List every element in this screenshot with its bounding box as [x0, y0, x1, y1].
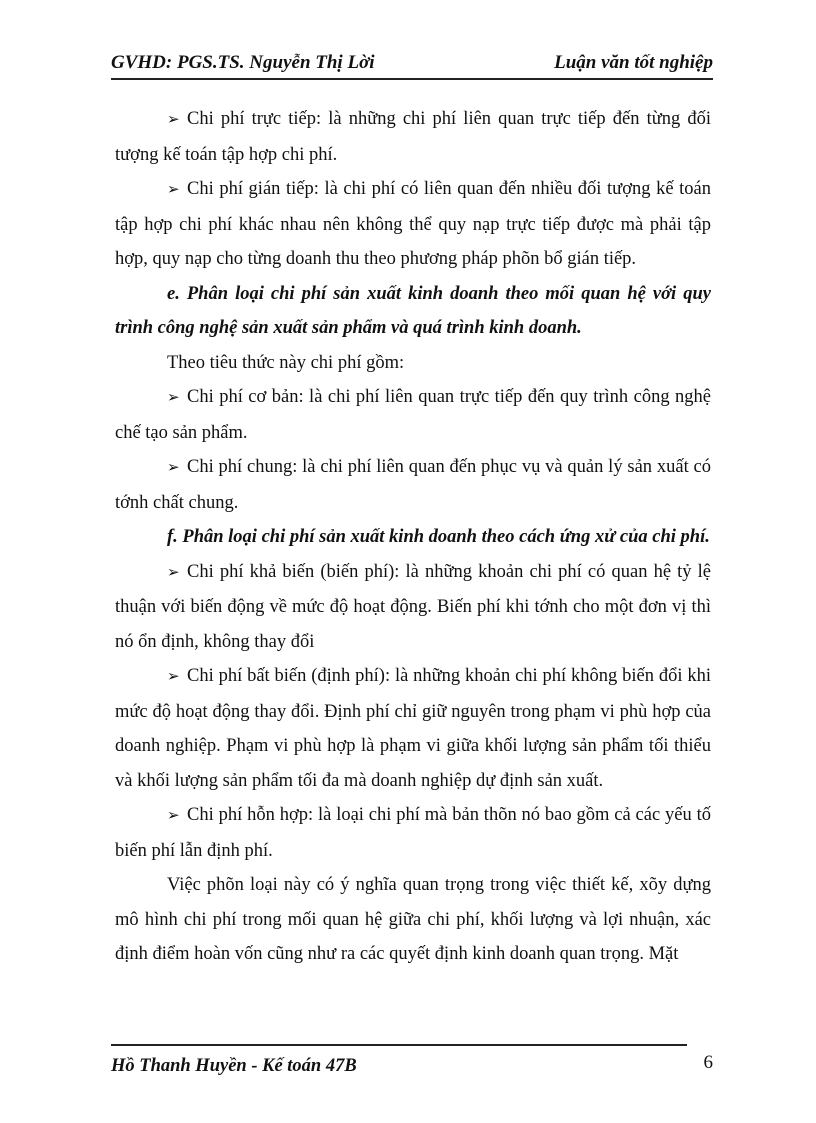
document-body	[115, 102, 711, 972]
bullet-paragraph	[115, 555, 711, 660]
paragraph-text: Chi phí gián tiếp: là chi phí có liên quan đến nhiều đối tượng kế toán tập hợp chi phí khác nhau nên không thể quy nạp trực tiếp được mà phải tập hợp, quy nạp cho từng doanh thu theo phương pháp phõn bổ gián tiếp.	[115, 179, 711, 269]
bullet-arrow-icon: ➢	[167, 112, 180, 128]
bullet-paragraph	[115, 102, 711, 172]
bullet-paragraph	[115, 380, 711, 450]
bullet-arrow-icon: ➢	[167, 182, 180, 198]
paragraph-text: Chi phí hỗn hợp: là loại chi phí mà bản thõn nó bao gồm cả các yếu tố biến phí lẫn định phí.	[115, 805, 711, 861]
bullet-paragraph	[115, 798, 711, 868]
bullet-arrow-icon: ➢	[167, 564, 180, 581]
paragraph-text: Chi phí cơ bản: là chi phí liên quan trực tiếp đến quy trình công nghệ chế tạo sản phẩm.	[115, 387, 711, 443]
paragraph-text: Chi phí bất biến (định phí): là những khoản chi phí không biến đổi khi mức độ hoạt động thay đổi. Định phí chỉ giữ nguyên trong phạm vi phù hợp của doanh nghiệp. Phạm vi phù hợp là phạm vi giữa khối lượng sản phẩm tối thiểu và khối lượng sản phẩm tối đa mà doanh nghiệp dự định sản xuất.	[115, 666, 711, 791]
bullet-paragraph	[115, 659, 711, 798]
paragraph-text: Chi phí khả biến (biến phí): là những khoản chi phí có quan hệ tỷ lệ thuận với biến động về mức độ hoạt động. Biến phí khi tớnh cho một đơn vị thì nó ổn định, không thay đổi	[115, 561, 711, 652]
header-thesis-label: Luận văn tốt nghiệp	[554, 52, 713, 73]
body-paragraph	[115, 346, 711, 381]
section-heading	[115, 277, 711, 346]
bullet-arrow-icon: ➢	[167, 460, 180, 476]
bullet-arrow-icon: ➢	[167, 808, 180, 824]
bullet-arrow-icon: ➢	[167, 669, 180, 685]
paragraph-text: f. Phân loại chi phí sản xuất kinh doanh theo cách ứng xử của chi phí.	[167, 527, 710, 547]
page-footer	[111, 1044, 713, 1084]
bullet-arrow-icon: ➢	[167, 390, 180, 406]
paragraph-text: Chi phí trực tiếp: là những chi phí liên quan trực tiếp đến từng đối tượng kế toán tập hợp chi phí.	[115, 109, 711, 165]
footer-rule	[111, 1044, 687, 1046]
footer-author: Hồ Thanh Huyền - Kế toán 47B	[111, 1056, 357, 1076]
header-advisor: GVHD: PGS.TS. Nguyễn Thị Lời	[111, 52, 375, 73]
paragraph-text: Chi phí chung: là chi phí liên quan đến phục vụ và quản lý sản xuất có tớnh chất chung.	[115, 457, 711, 513]
paragraph-text: e. Phân loại chi phí sản xuất kinh doanh theo mối quan hệ với quy trình công nghệ sản xuất sản phẩm và quá trình kinh doanh.	[115, 283, 711, 338]
bullet-paragraph	[115, 450, 711, 520]
paragraph-text: Việc phõn loại này có ý nghĩa quan trọng trong việc thiết kế, xõy dựng mô hình chi phí trong mối quan hệ giữa chi phí, khối lượng và lợi nhuận, xác định điểm hoàn vốn cũng như ra các quyết định kinh doanh quan trọng. Mặt	[115, 875, 711, 964]
bullet-paragraph	[115, 172, 711, 277]
body-paragraph	[115, 868, 711, 972]
paragraph-text: Theo tiêu thức này chi phí gồm:	[167, 352, 405, 373]
page-header	[111, 50, 713, 80]
section-heading	[115, 520, 711, 555]
page-number: 6	[703, 1052, 713, 1073]
